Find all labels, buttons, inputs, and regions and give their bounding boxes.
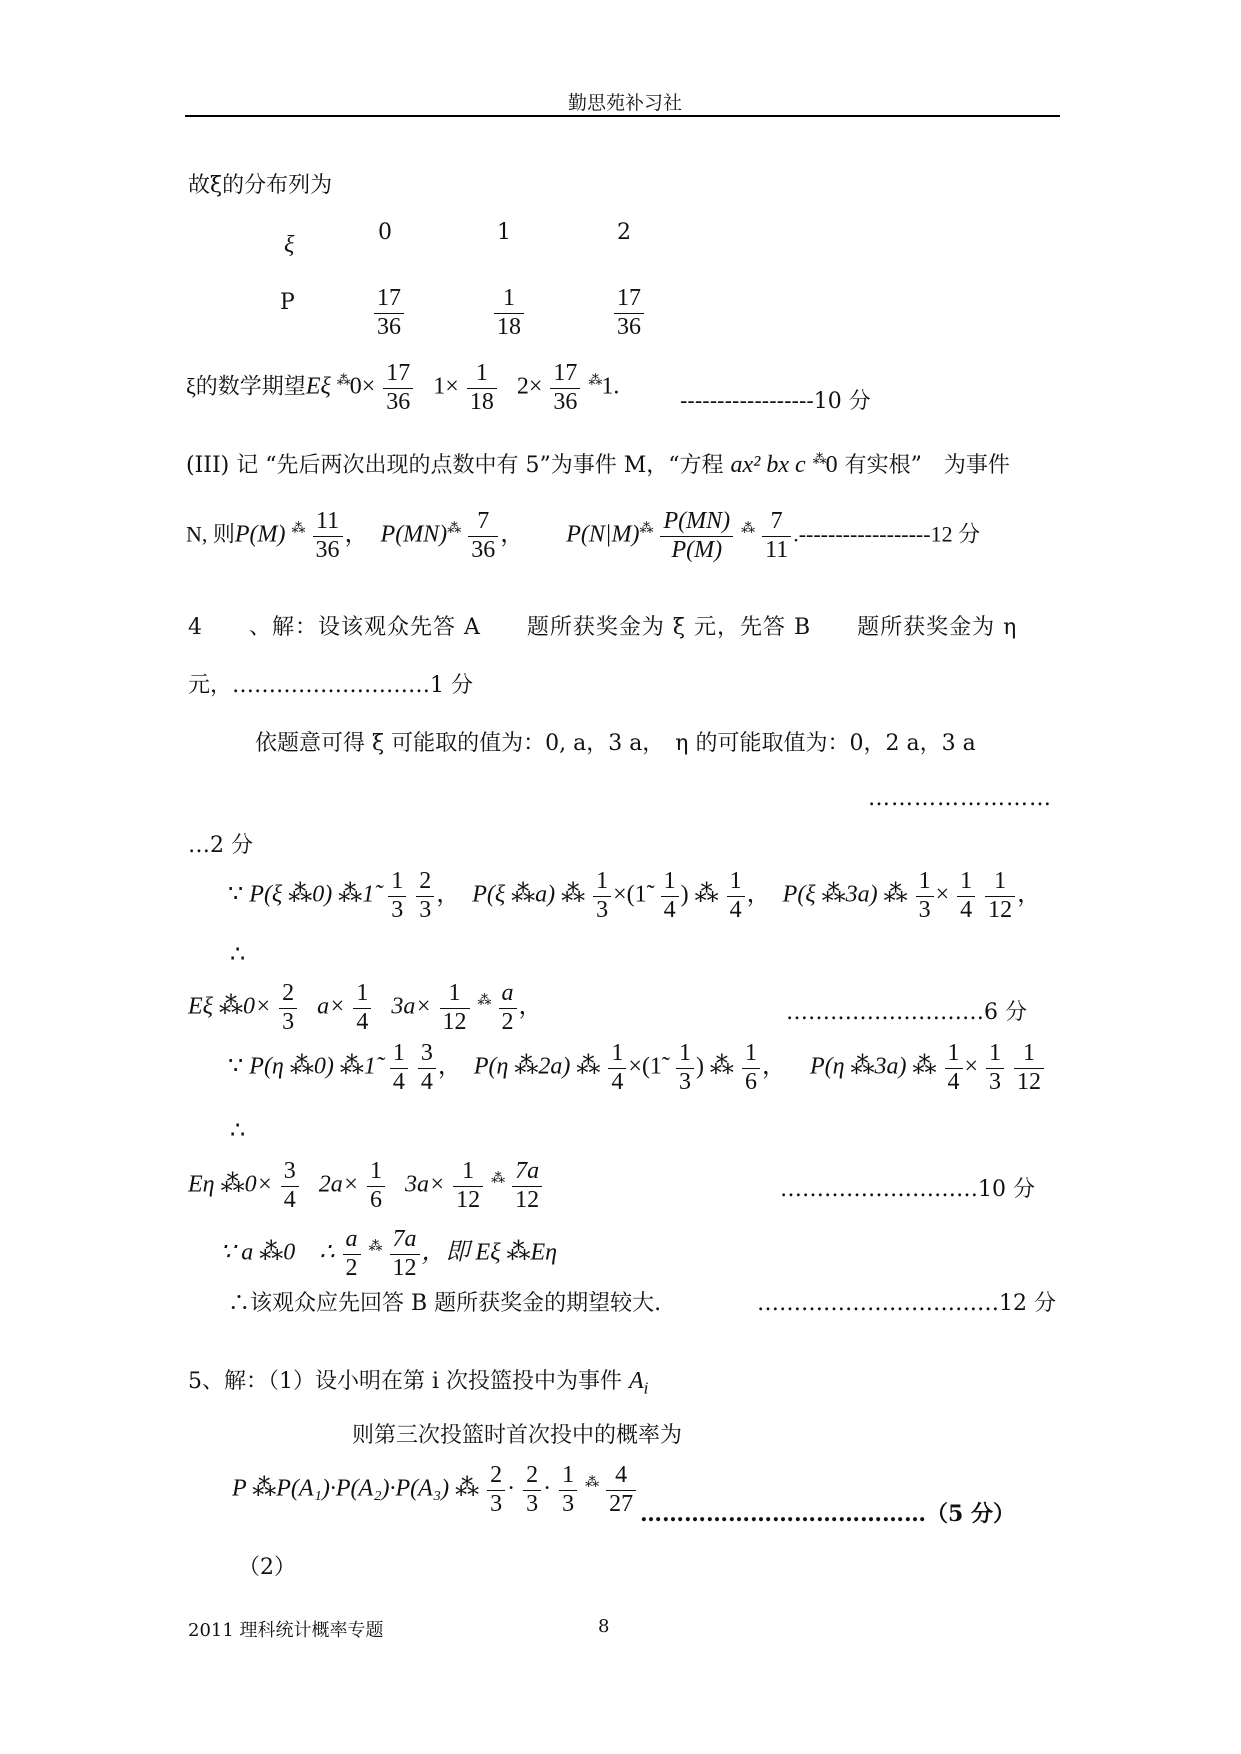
q4-score-12: ……………………………12 分 <box>757 1291 1056 1316</box>
dist-intro: 故ξ的分布列为 <box>188 173 333 198</box>
q5-score-5: …………………………………（5 分） <box>640 1501 1015 1527</box>
prob-2: $\frac{17}{36}$ <box>614 285 644 341</box>
value-1: 1 <box>497 220 511 245</box>
q4-e-eta: Eη ⁂0× $\frac{3}{4}$ 2a× $\frac{1}{6}$ 3a× $\frac{1}{12}$ ⁂ $\frac{7a}{12}$ <box>188 1158 544 1214</box>
q5-part2: （2） <box>238 1555 296 1580</box>
q5-formula: P ⁂P(A₁)·P(A₂)·P(A₃) ⁂ $\frac{2}{3}$ · $\frac{2}{3}$ · $\frac{1}{3}$ ⁂ $\frac{4}{27}$ <box>232 1462 638 1518</box>
xi-label: ξ <box>284 232 295 258</box>
q4-score-2: …2 分 <box>188 833 253 858</box>
expectation-line: ξ的数学期望Eξ ⁂0× $\frac{17}{36}$ 1× $\frac{1}{18}$ 2× $\frac{17}{36}$ ⁂1. <box>186 360 620 415</box>
q4-e-xi: Eξ ⁂0× $\frac{2}{3}$ a× $\frac{1}{4}$ 3a× $\frac{1}{12}$ ⁂ $\frac{a}{2}$ ， <box>188 980 543 1035</box>
header-rule <box>185 115 1060 117</box>
q4-line1: 4 、解：设该观众先答 A 题所获奖金为 ξ 元，先答 B 题所获奖金为 η <box>188 615 1018 640</box>
q4-because-xi: ∵ P(ξ ⁂0) ⁂1̃ $\frac{1}{3}$ $\frac{2}{3}$ ， P(ξ ⁂a) ⁂ $\frac{1}{3}$ ×(1̃ $\frac{1}{4}$ ) ⁂ $\frac{1}{4}$ ， P(ξ ⁂3a) ⁂ $\frac{1}{3}$ × $\frac{1}{4}$ $\frac{1}{12}$ ， <box>228 868 1042 923</box>
footer-title: 2011 理科统计概率专题 <box>188 1620 384 1641</box>
q5-line1: 5、解：（1）设小明在第 i 次投篮投中为事件 $A_i$ <box>188 1368 649 1398</box>
part3-line1: (III) 记 “先后两次出现的点数中有 5”为事件 M，“方程 ax² bx c ⁂0 有实根” 为事件 <box>186 451 1010 478</box>
score-10-a: ------------------10 分 <box>680 389 871 414</box>
q4-score-6: ………………………6 分 <box>786 1000 1027 1025</box>
q4-line3: 依题意可得 ξ 可能取的值为：0, a，3 a， η 的可能取值为：0，2 a，3 a <box>255 731 976 756</box>
value-0: 0 <box>378 220 392 245</box>
q4-score-10: ………………………10 分 <box>780 1177 1035 1202</box>
q4-therefore-2: ∴ <box>230 1118 246 1144</box>
q4-because-eta: ∵ P(η ⁂0) ⁂1̃ $\frac{1}{4}$ $\frac{3}{4}$ ， P(η ⁂2a) ⁂ $\frac{1}{4}$ ×(1̃ $\frac{1}{3}$ ) ⁂ $\frac{1}{6}$ ， P(η ⁂3a) ⁂ $\frac{1}{4}$ × $\frac{1}{3}$ $\frac{1}{12}$ <box>228 1040 1046 1096</box>
q4-therefore-1: ∴ <box>230 942 246 968</box>
q4-line2: 元，………………………1 分 <box>188 673 473 698</box>
prob-1: $\frac{1}{18}$ <box>494 285 524 341</box>
q5-line2: 则第三次投篮时首次投中的概率为 <box>352 1423 683 1448</box>
q4-since-line: ∵ a ⁂0 ∴ $\frac{a}{2}$ ⁂ $\frac{7a}{12}$ ，即 Eξ ⁂Eη <box>220 1226 558 1281</box>
part3-line2: N, 则P(M) ⁂ $\frac{11}{36}$ ， P(MN)⁂ $\frac{7}{36}$ ， P(N|M)⁂ $\frac{P(MN)}{P(M)}$ ⁂ $\frac{7}{11}$ .------------------12 分 <box>186 508 981 563</box>
page-number: 8 <box>598 1616 610 1637</box>
q4-dots-right: …………………… <box>868 786 1052 811</box>
header-title: 勤思苑补习社 <box>568 92 683 114</box>
value-2: 2 <box>617 220 631 245</box>
prob-0: $\frac{17}{36}$ <box>374 285 404 341</box>
q4-conclusion: ∴该观众应先回答 B 题所获奖金的期望较大. <box>228 1291 662 1316</box>
p-label: P <box>280 290 295 315</box>
